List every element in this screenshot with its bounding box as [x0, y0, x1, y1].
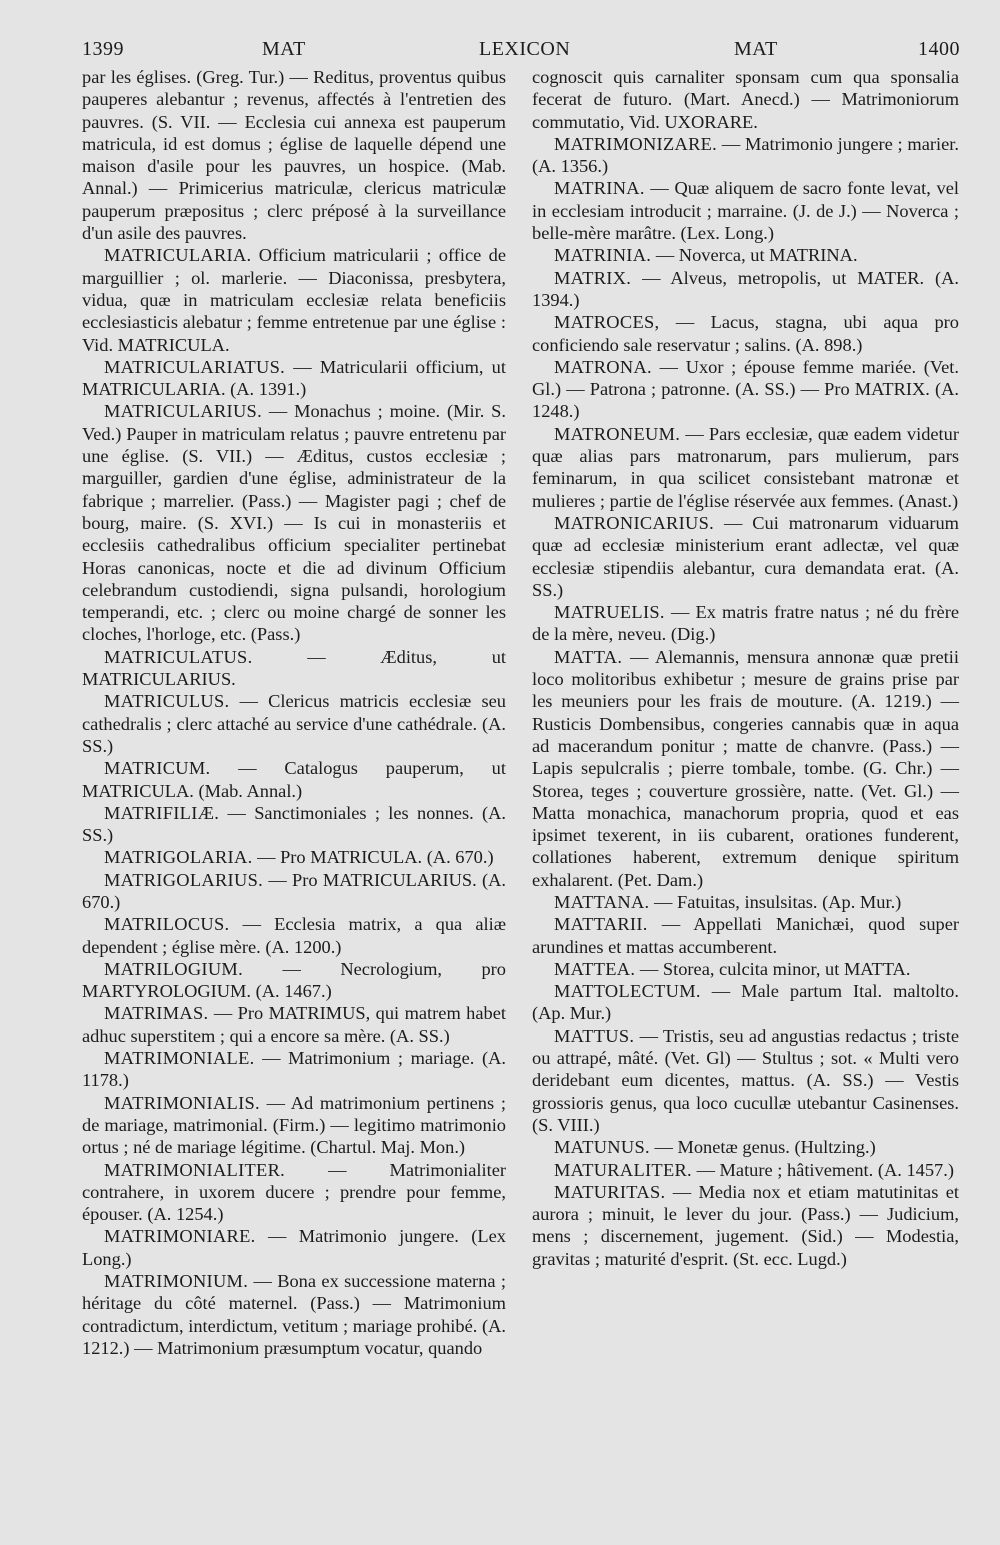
entry-headword: MATRIMONIZARE.	[554, 133, 718, 154]
entry-headword: MATRILOGIUM.	[104, 958, 243, 979]
entry-definition: — Monetæ genus. (Hultzing.)	[654, 1137, 876, 1158]
dictionary-entry	[532, 66, 959, 133]
entry-definition: — Pro MATRICULA. (A. 670.)	[257, 847, 494, 868]
dictionary-entry	[532, 267, 959, 312]
entry-headword: MATRIMONIARE.	[104, 1226, 256, 1247]
entry-definition: par les églises. (Greg. Tur.) — Reditus, proventus quibus pauperes alebantur ; revenus, affectés à l'entretien des pauvres. (S. VII. — Ecclesia cui annexa est pauperum matricula, id est domus ; église de laquelle dépend une maison d'asile pour les pauvres, un hospice. (Mab. Annal.) — Primicerius matriculæ, clericus matriculæ pauperum præpositus ; clerc préposé à la surveillance d'un asile des pauvres.	[82, 67, 506, 244]
entry-definition: — Æditus, ut MATRICULARIUS.	[82, 646, 506, 690]
entry-headword: MATRONEUM.	[554, 423, 681, 444]
entry-definition: — Cui matronarum viduarum quæ ad ecclesiæ ministerium erant adlectæ, vel quæ ecclesiæ stipendiis alebantur, cura demandata erat. (A. SS.)	[532, 512, 959, 600]
entry-headword: MATRIMONIALE.	[104, 1048, 255, 1069]
dictionary-entry	[82, 690, 506, 757]
entry-headword: MATRICUM.	[104, 758, 211, 779]
entry-definition: — Matrimonio jungere ; marier. (A. 1356.)	[532, 133, 959, 177]
entry-definition: — Alemannis, mensura annonæ quæ pretii loco molitoribus exhibetur ; mesure de grains prise par les meuniers pour les frais de mouture. (A. 1219.) — Rusticis Dombensibus, congeries cannabis quæ in aqua ad macerandum ponitur ; matte de chanvre. (Pass.) — Lapis sepulcralis ; pierre tombale, tombe. (G. Chr.) — Storea, teges ; couverture grossière, natte. (Vet. Gl.) — Matta monachica, manachorum propria, quod et eas ipsimet texerent, in iis cubarent, orationes funderent, collationes haberent, extremum denique spiritum exhalarent. (Pet. Dam.)	[532, 646, 959, 890]
dictionary-entry	[532, 980, 959, 1025]
running-head-right: MAT	[734, 38, 778, 60]
page-number-right: 1400	[918, 38, 960, 60]
dictionary-entry	[82, 846, 506, 868]
entry-headword: MATRINA.	[554, 178, 645, 199]
dictionary-entry	[532, 1181, 959, 1270]
entry-definition: — Pars ecclesiæ, quæ eadem videtur quæ alias pars matronarum, pars mulierum, pars feminarum, in qua scilicet consistebant matronæ et mulieres ; partie de l'église réservée aux femmes. (Anast.)	[532, 423, 959, 511]
running-head-left: MAT	[262, 38, 306, 60]
dictionary-entry	[532, 311, 959, 356]
right-column	[532, 66, 959, 1270]
entry-definition: — Ad matrimonium pertinens ; de mariage, matrimonial. (Firm.) — legitimo matrimonio ortus ; né de mariage légitime. (Chartul. Maj. Mon.)	[82, 1092, 506, 1158]
entry-definition: — Monachus ; moine. (Mir. S. Ved.) Pauper in matriculam relatus ; pauvre entretenu par une église. (S. VII.) — Æditus, custos ecclesiæ ; marguiller, gardien d'une église, administrateur de la fabrique ; marrelier. (Pass.) — Magister pagi ; chef de bourg, maire. (S. XVI.) — Is cui in monasteriis et ecclesiis cathedralibus officium specialiter pertinebat Horas canonicas, nocte et die ad divinum Officium celebrandum custodiendi, signa pulsandi, horologium temperandi, etc. ; clerc ou moine chargé de sonner les cloches, l'horloge, etc. (Pass.)	[82, 401, 506, 645]
dictionary-entry	[82, 802, 506, 847]
entry-definition: Officium matricularii ; office de marguillier ; ol. marlerie. — Diaconissa, presbytera, vidua, quæ in matriculam ecclesiæ relata beneficiis ecclesiasticis alebatur ; femme entretenue par une église : Vid. MATRICULA.	[82, 245, 506, 355]
entry-headword: MATRICULARIUS.	[104, 401, 262, 422]
entry-headword: MATRUELIS.	[554, 602, 665, 623]
entry-headword: MATTANA.	[554, 891, 650, 912]
entry-headword: MATTUS.	[554, 1025, 635, 1046]
entry-headword: MATRIX.	[554, 267, 632, 288]
dictionary-entry	[82, 66, 506, 244]
entry-definition: — Noverca, ut MATRINA.	[655, 245, 858, 266]
entry-headword: MATRIMAS.	[104, 1003, 209, 1024]
dictionary-entry	[532, 512, 959, 601]
dictionary-entry	[532, 601, 959, 646]
dictionary-entry	[82, 757, 506, 802]
entry-headword: MATRICULARIA.	[104, 245, 252, 266]
dictionary-entry	[82, 1092, 506, 1159]
dictionary-entry	[82, 400, 506, 645]
dictionary-entry	[532, 913, 959, 958]
dictionary-entry	[82, 869, 506, 914]
left-column	[82, 66, 506, 1359]
entry-definition: — Matricularii officium, ut MATRICULARIA. (A. 1391.)	[82, 356, 506, 400]
entry-headword: MATURALITER.	[554, 1159, 692, 1180]
dictionary-entry	[82, 244, 506, 355]
entry-headword: MATRIMONIALITER.	[104, 1159, 286, 1180]
entry-headword: MATRIGOLARIUS.	[104, 869, 263, 890]
entry-headword: MATRINIA.	[554, 245, 652, 266]
entry-definition: — Uxor ; épouse femme mariée. (Vet. Gl.) — Patrona ; patronne. (A. SS.) — Pro MATRIX. (A. 1248.)	[532, 356, 959, 422]
dictionary-entry	[82, 958, 506, 1003]
entry-definition: — Matrimonium ; mariage. (A. 1178.)	[82, 1048, 506, 1091]
entry-definition: — Media nox et etiam matutinitas et aurora ; minuit, le lever du jour. (Pass.) — Judicium, mens ; discernement, jugement. (Sid.) — Modestia, gravitas ; maturité d'esprit. (St. ecc. Lugd.)	[532, 1181, 959, 1269]
entry-headword: MATRONICARIUS.	[554, 512, 715, 533]
dictionary-entry	[82, 913, 506, 958]
entry-headword: MATROCES,	[554, 312, 660, 333]
entry-headword: MATTOLECTUM.	[554, 981, 701, 1002]
dictionary-entry	[82, 646, 506, 691]
entry-definition: — Fatuitas, insulsitas. (Ap. Mur.)	[654, 891, 902, 912]
entry-definition: — Appellati Manichæi, quod super arundines et mattas accumberent.	[532, 914, 959, 957]
dictionary-entry	[82, 1002, 506, 1047]
entry-headword: MATRICULATUS.	[104, 646, 253, 667]
running-title: LEXICON	[479, 38, 571, 60]
entry-headword: MATTA.	[554, 646, 623, 667]
entry-headword: MATRIMONIALIS.	[104, 1092, 260, 1113]
dictionary-entry	[532, 244, 959, 266]
entry-definition: — Matrimonio jungere. (Lex Long.)	[82, 1226, 506, 1269]
entry-headword: MATURITAS.	[554, 1181, 666, 1202]
dictionary-entry	[82, 1159, 506, 1226]
entry-headword: MATRIGOLARIA.	[104, 847, 253, 868]
entry-definition: — Matrimonialiter contrahere, in uxorem ducere ; prendre pour femme, épouser. (A. 1254.)	[82, 1159, 506, 1225]
entry-headword: MATTARII.	[554, 914, 648, 935]
dictionary-entry	[532, 423, 959, 512]
entry-headword: MATRIMONIUM.	[104, 1271, 249, 1292]
dictionary-entry	[532, 1159, 959, 1181]
dictionary-entry	[532, 356, 959, 423]
entry-definition: — Storea, culcita minor, ut MATTA.	[639, 958, 911, 979]
dictionary-entry	[532, 891, 959, 913]
entry-definition: — Quæ aliquem de sacro fonte levat, vel in ecclesiam introducit ; marraine. (J. de J.) — Noverca ; belle-mère marâtre. (Lex. Long.)	[532, 178, 959, 244]
dictionary-entry	[82, 356, 506, 401]
entry-definition: — Necrologium, pro MARTYROLOGIUM. (A. 1467.)	[82, 958, 506, 1002]
dictionary-entry	[532, 646, 959, 891]
dictionary-entry	[532, 177, 959, 244]
entry-headword: MATUNUS.	[554, 1137, 650, 1158]
dictionary-entry	[532, 1136, 959, 1158]
entry-definition: — Ecclesia matrix, a qua aliæ dependent ; église mère. (A. 1200.)	[82, 914, 506, 957]
dictionary-entry	[532, 958, 959, 980]
entry-definition: — Catalogus pauperum, ut MATRICULA. (Mab. Annal.)	[82, 758, 506, 801]
dictionary-entry	[82, 1270, 506, 1359]
dictionary-entry	[532, 133, 959, 178]
entry-definition: — Bona ex successione materna ; héritage du côté maternel. (Pass.) — Matrimonium contradictum, interdictum, vetitum ; mariage prohibé. (A. 1212.) — Matrimonium præsumptum vocatur, quando	[82, 1271, 506, 1358]
entry-headword: MATRICULUS.	[104, 691, 230, 712]
entry-headword: MATRONA.	[554, 356, 652, 377]
entry-definition: — Ex matris fratre natus ; né du frère de la mère, neveu. (Dig.)	[532, 602, 959, 645]
entry-headword: MATRILOCUS.	[104, 914, 230, 935]
entry-definition: — Lacus, stagna, ubi aqua pro conficiendo sale reservatur ; salins. (A. 898.)	[532, 312, 959, 355]
entry-definition: — Clericus matricis ecclesiæ seu cathedralis ; clerc attaché au service d'une cathédrale. (A. SS.)	[82, 691, 506, 756]
entry-definition: — Pro MATRIMUS, qui matrem habet adhuc superstitem ; qui a encore sa mère. (A. SS.)	[82, 1003, 506, 1046]
dictionary-entry	[82, 1047, 506, 1092]
dictionary-entry	[532, 1025, 959, 1136]
page-number-left: 1399	[82, 38, 124, 60]
entry-definition: — Sanctimoniales ; les nonnes. (A. SS.)	[82, 802, 506, 846]
entry-headword: MATRIFILIÆ.	[104, 802, 220, 823]
entry-definition: — Alveus, metropolis, ut MATER. (A. 1394.)	[532, 267, 959, 310]
dictionary-entry	[82, 1225, 506, 1270]
entry-definition: cognoscit quis carnaliter sponsam cum qua sponsalia fecerat de futuro. (Mart. Anecd.) — Matrimoniorum commutatio, Vid. UXORARE.	[532, 67, 959, 132]
entry-headword: MATRICULARIATUS.	[104, 356, 286, 377]
entry-definition: — Male partum Ital. maltolto. (Ap. Mur.)	[532, 981, 959, 1024]
entry-definition: — Pro MATRICULARIUS. (A. 670.)	[82, 869, 506, 912]
entry-headword: MATTEA.	[554, 958, 636, 979]
entry-definition: — Mature ; hâtivement. (A. 1457.)	[696, 1159, 954, 1180]
entry-definition: — Tristis, seu ad angustias redactus ; triste ou attrapé, mâté. (Vet. Gl) — Stultus ; sot. « Multi vero deridebant eum dicentes, mattus. (A. SS.) — Vestis grossioris genus, qua loco cucullæ utebantur Casinenses. (S. VIII.)	[532, 1025, 959, 1135]
